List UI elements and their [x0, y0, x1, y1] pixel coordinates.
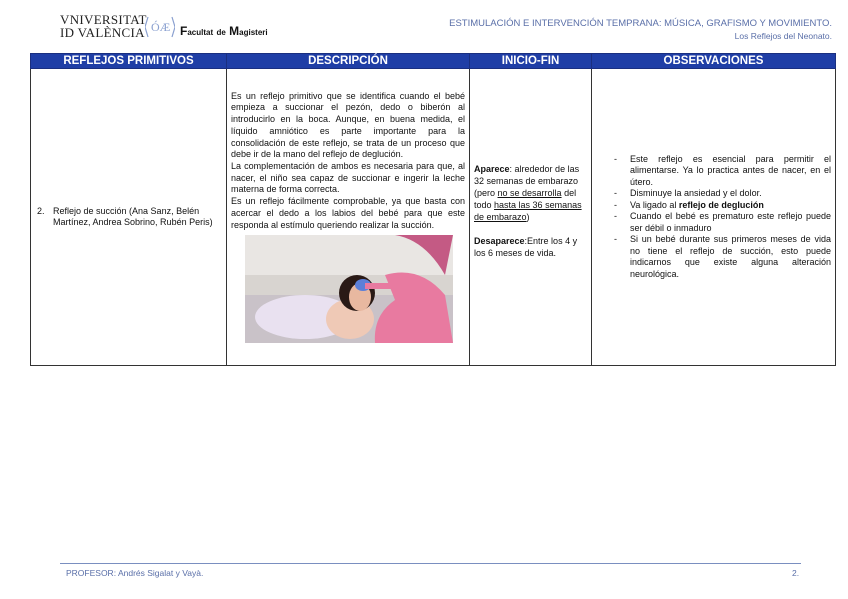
header-descripcion: DESCRIPCIÓN [227, 54, 470, 69]
observations-list [596, 154, 831, 281]
reflexes-table [30, 53, 836, 366]
table-header-row [31, 54, 836, 69]
inicio-fin-cell [470, 69, 592, 366]
svg-text:ÓÆ: ÓÆ [151, 20, 171, 34]
course-title: ESTIMULACIÓN E INTERVENCIÓN TEMPRANA: MÚSICA, GRAFISMO Y MOVIMIENTO. [449, 18, 832, 29]
description-paragraph: La complementación de ambos es necesaria para que, al nacer, el niño sea capaz de succionar e ingerir la leche materna de forma correcta. [231, 161, 465, 195]
header-reflejos: REFLEJOS PRIMITIVOS [31, 54, 227, 69]
header-inicio-fin: INICIO-FIN [470, 54, 592, 69]
reflex-cell [31, 69, 227, 366]
page-header [0, 0, 848, 52]
list-item: - Si un bebé durante sus primeros meses de vida no tiene el reflejo de succión, esto puede indicarnos que existe alguna alteración neurológica. [596, 234, 831, 280]
footer-divider [60, 563, 801, 564]
course-heading [449, 18, 832, 42]
list-item: - Va ligado al reflejo de deglución [596, 200, 831, 212]
course-subtitle: Los Reflejos del Neonato. [734, 31, 832, 41]
faculty-emblem-icon [145, 15, 175, 39]
appears-text: Aparece: alrededor de las 32 semanas de embarazo (pero no se desarrolla del todo hasta las 36 semanas de embarazo) [474, 164, 582, 222]
nurse-baby-photo [245, 235, 453, 343]
university-name-line1: VNIVERSITAT [60, 12, 147, 27]
page-number: 2. [792, 568, 800, 578]
reflex-name: Reflejo de succión (Ana Sanz, Belén Martínez, Andrea Sobrino, Rubén Peris) [53, 206, 213, 227]
faculty-name: Facultat de Magisteri [180, 24, 268, 38]
footer-professor: PROFESOR: Andrés Sigalat y Vayà. [66, 568, 204, 578]
list-item: - Este reflejo es esencial para permitir el alimentarse. Ya lo practica antes de nacer, en el útero. [596, 154, 831, 189]
table-row [31, 69, 836, 366]
description-cell [227, 69, 470, 366]
university-logo-text [60, 13, 147, 39]
description-paragraph: Es un reflejo fácilmente comprobable, ya que basta con acercar el dedo a los labios del bebé para que este responda al estímulo queriendo realizar la succión. [231, 196, 465, 230]
list-item: - Disminuye la ansiedad y el dolor. [596, 188, 831, 200]
observations-cell [592, 69, 836, 366]
university-name-line2: ID VALÈNCIA [60, 25, 145, 40]
description-paragraph: Es un reflejo primitivo que se identifica cuando el bebé empieza a succionar el pezón, dedo o biberón al introducirlo en la boca. Aunque, en buena medida, el líquido amniótico es parte importante para la consolidación de este reflejo, se trata de un proceso que debe ir de la mano del reflejo de deglución. [231, 90, 465, 160]
list-item: - Cuando el bebé es prematuro este reflejo puede ser débil o inmaduro [596, 211, 831, 234]
reflex-number: 2. [37, 206, 45, 216]
disappears-text: Desaparece:Entre los 4 y los 6 meses de vida. [474, 236, 578, 258]
header-observaciones: OBSERVACIONES [592, 54, 836, 69]
